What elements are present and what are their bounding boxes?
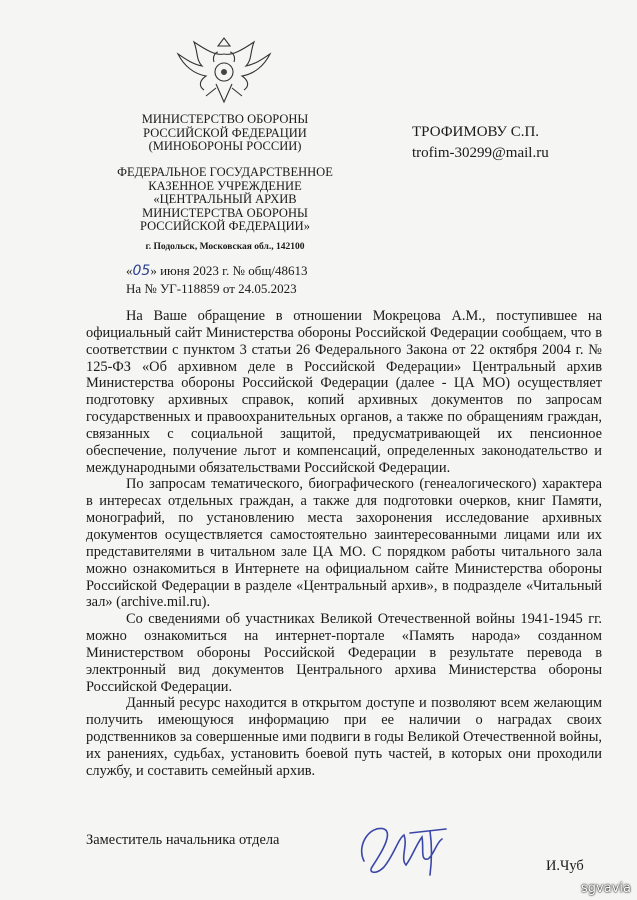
watermark: sgvavia — [581, 881, 631, 896]
letter-body — [86, 308, 602, 780]
recipient-name: ТРОФИМОВУ С.П. — [412, 124, 540, 140]
org-line: «ЦЕНТРАЛЬНЫЙ АРХИВ — [153, 192, 297, 206]
recipient-email: trofim-30299@mail.ru — [412, 145, 549, 161]
body-paragraph: Данный ресурс находится в открытом доступе и позволяют всем желающим получить имеющуюся информацию при ее наличии о наградах своих родственников за совершенные ими подвиги в годы Великой Отечественной войны, их ранениях, судьбах, установить боевой путь частей, в которых они проходили службу, и составить семейный архив. — [86, 695, 602, 779]
date-line — [126, 262, 356, 280]
address-line: г. Подольск, Московская обл., 142100 — [145, 242, 305, 252]
body-paragraph: По запросам тематического, биографического (генеалогического) характера в интересах отдельных граждан, а также для подготовки очерков, книг Памяти, монографий, по установлению места захоронения исследование архивных документов осуществляется самостоятельно заинтересованными лицами или их представителями в читальном зале ЦА МО. С порядком работы читального зала можно ознакомиться в Интернете на официальном сайте Министерства обороны Российской Федерации в разделе «Центральный архив», в подразделе «Читальный зал» (archive.mil.ru). — [86, 476, 602, 611]
org-line: РОССИЙСКОЙ ФЕДЕРАЦИИ» — [140, 219, 310, 233]
handwritten-signature — [350, 815, 460, 885]
archive-name — [110, 166, 340, 234]
org-line: РОССИЙСКОЙ ФЕДЕРАЦИИ — [143, 125, 307, 140]
org-line: КАЗЕННОЕ УЧРЕЖДЕНИЕ — [148, 178, 302, 193]
date-number: » июня 2023 г. № общ/48613 — [150, 263, 308, 278]
body-paragraph: На Ваше обращение в отношении Мокрецова А.М., поступившее на официальный сайт Министерства обороны Российской Федерации сообщаем, что в соответствии с пунктом 3 статьи 26 Федерального Закона от 22 октября 2004 г. № 125-ФЗ «Об архивном деле в Российской Федерации» Центральный архив Министерства обороны Российской Федерации (далее - ЦА МО) осуществляет подготовку архивных справок, копий архивных документов по запросам государственных и правоохранительных органов, а также по обращениям граждан, связанных с социальной защитой, предусматривающей их пенсионное обеспечение, получение льгот и компенсаций, определенных законодательство и международными обязательствами Российской Федерации. — [86, 308, 602, 476]
org-line: (МИНОБОРОНЫ РОССИИ) — [148, 139, 302, 153]
date-number-block — [126, 262, 356, 297]
reference-number: На № УГ-118859 от 24.05.2023 — [126, 281, 297, 296]
org-line: МИНИСТЕРСТВО ОБОРОНЫ — [141, 112, 309, 126]
body-paragraph: Со сведениями об участниках Великой Отечественной войны 1941-1945 гг. можно ознакомиться на интернет-портале «Память народа» созданном Министерством обороны Российской Федерации в результате перевода в электронный вид документов Центрального архива Министерства обороны Российской Федерации. — [86, 611, 602, 695]
signatory-position: Заместитель начальника отдела — [86, 832, 280, 848]
double-headed-eagle-emblem-icon — [176, 36, 272, 108]
org-line: МИНИСТЕРСТВА ОБОРОНЫ — [142, 205, 308, 220]
ministry-name — [110, 113, 340, 154]
signatory-name: И.Чуб — [546, 858, 584, 874]
org-line: ФЕДЕРАЛЬНОЕ ГОСУДАРСТВЕННОЕ — [117, 165, 333, 179]
handwritten-day: 05 — [132, 263, 151, 279]
recipient-block — [412, 122, 622, 164]
date-quote: « — [126, 263, 133, 278]
